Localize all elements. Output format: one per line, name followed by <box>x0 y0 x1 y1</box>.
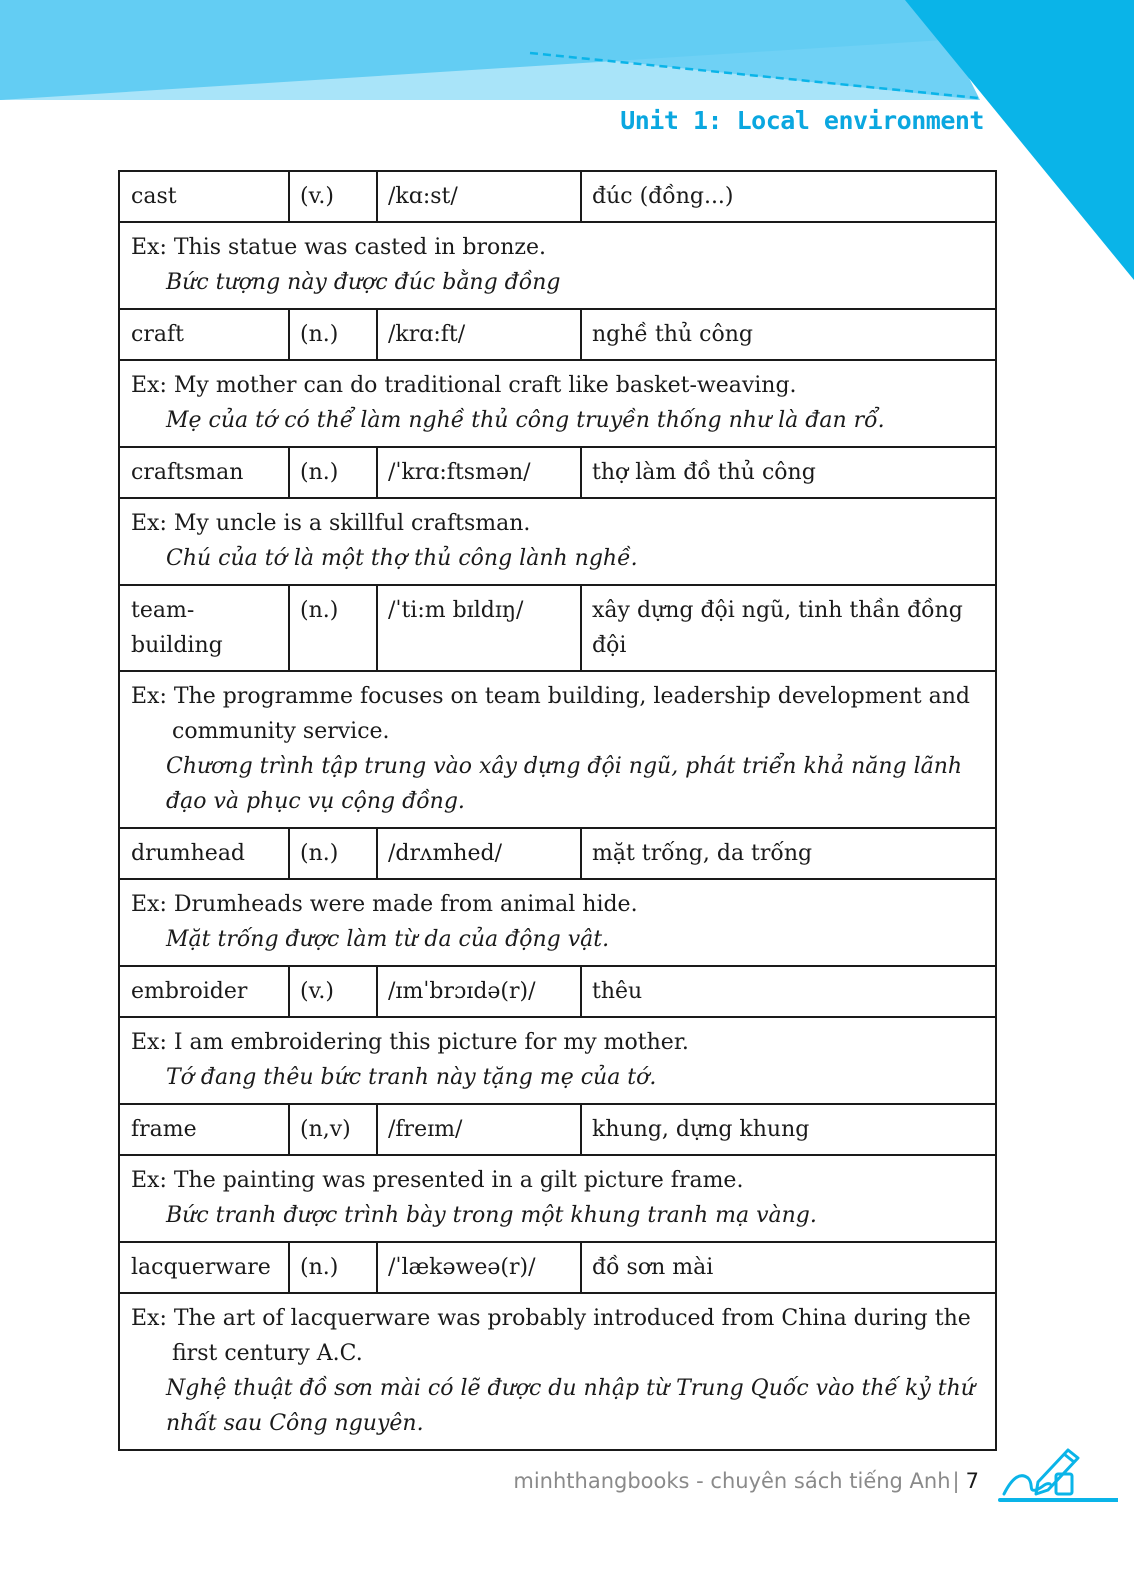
part-of-speech: (n.) <box>289 447 377 498</box>
example-vietnamese: Chú của tớ là một thợ thủ công lành nghề. <box>166 546 638 571</box>
example-vietnamese: Bức tranh được trình bày trong một khung tranh mạ vàng. <box>166 1203 817 1228</box>
example-english: Ex: I am embroidering this picture for my mother. <box>131 1030 689 1055</box>
page-footer <box>513 1469 979 1493</box>
example-row <box>119 1155 996 1242</box>
pen-writing-icon <box>998 1438 1118 1508</box>
vietnamese-meaning: đúc (đồng...) <box>581 171 996 222</box>
example-vietnamese: Mẹ của tớ có thể làm nghề thủ công truyền thống như là đan rổ. <box>166 408 885 433</box>
part-of-speech: (v.) <box>289 966 377 1017</box>
pronunciation: /krɑ:ft/ <box>377 309 581 360</box>
example-cell <box>119 879 996 966</box>
example-cell <box>119 1293 996 1450</box>
vocab-row <box>119 447 996 498</box>
vietnamese-meaning: mặt trống, da trống <box>581 828 996 879</box>
example-english: Ex: This statue was casted in bronze. <box>131 235 547 260</box>
pronunciation: /kɑ:st/ <box>377 171 581 222</box>
example-cell <box>119 1017 996 1104</box>
pronunciation: /ɪmˈbrɔɪdə(r)/ <box>377 966 581 1017</box>
vocab-word: team-building <box>119 585 289 671</box>
example-vietnamese: Nghệ thuật đồ sơn mài có lẽ được du nhập từ Trung Quốc vào thế kỷ thứ nhất sau Công nguyên. <box>166 1376 975 1436</box>
example-cell <box>119 1155 996 1242</box>
pronunciation: /freɪm/ <box>377 1104 581 1155</box>
example-cell <box>119 222 996 309</box>
example-vietnamese: Mặt trống được làm từ da của động vật. <box>166 927 610 952</box>
example-english: Ex: The art of lacquerware was probably introduced from China during the first century A.C. <box>131 1306 971 1366</box>
example-english: Ex: My uncle is a skillful craftsman. <box>131 511 531 536</box>
vocab-word: craftsman <box>119 447 289 498</box>
example-cell <box>119 498 996 585</box>
example-row <box>119 360 996 447</box>
part-of-speech: (n,v) <box>289 1104 377 1155</box>
vietnamese-meaning: khung, dựng khung <box>581 1104 996 1155</box>
vocabulary-table <box>118 170 997 1451</box>
page-number: 7 <box>965 1469 979 1493</box>
part-of-speech: (n.) <box>289 1242 377 1293</box>
part-of-speech: (v.) <box>289 171 377 222</box>
example-english: Ex: Drumheads were made from animal hide. <box>131 892 638 917</box>
vocab-row <box>119 171 996 222</box>
example-english: Ex: The programme focuses on team building, leadership development and community service. <box>131 684 970 744</box>
example-row <box>119 498 996 585</box>
vocab-row <box>119 585 996 671</box>
vocab-row <box>119 966 996 1017</box>
example-cell <box>119 671 996 828</box>
pronunciation: /ˈkrɑ:ftsmən/ <box>377 447 581 498</box>
example-vietnamese: Bức tượng này được đúc bằng đồng <box>166 270 561 295</box>
example-english: Ex: My mother can do traditional craft like basket-weaving. <box>131 373 797 398</box>
part-of-speech: (n.) <box>289 309 377 360</box>
example-row <box>119 879 996 966</box>
part-of-speech: (n.) <box>289 828 377 879</box>
unit-title: Unit 1: Local environment <box>620 106 984 135</box>
example-english: Ex: The painting was presented in a gilt picture frame. <box>131 1168 744 1193</box>
pronunciation: /drʌmhed/ <box>377 828 581 879</box>
example-vietnamese: Chương trình tập trung vào xây dựng đội ngũ, phát triển khả năng lãnh đạo và phục vụ cộng đồng. <box>166 754 963 814</box>
example-row <box>119 671 996 828</box>
example-row <box>119 1293 996 1450</box>
example-row <box>119 1017 996 1104</box>
pronunciation: /ˈlækəweə(r)/ <box>377 1242 581 1293</box>
vocab-row <box>119 1242 996 1293</box>
vocab-row <box>119 309 996 360</box>
publisher-text: minhthangbooks - chuyên sách tiếng Anh <box>513 1469 951 1493</box>
pronunciation: /ˈti:m bɪldɪŋ/ <box>377 585 581 671</box>
vietnamese-meaning: thợ làm đồ thủ công <box>581 447 996 498</box>
vietnamese-meaning: xây dựng đội ngũ, tinh thần đồng đội <box>581 585 996 671</box>
vocab-word: cast <box>119 171 289 222</box>
example-vietnamese: Tớ đang thêu bức tranh này tặng mẹ của tớ. <box>166 1065 657 1090</box>
footer-separator: | <box>952 1469 960 1493</box>
part-of-speech: (n.) <box>289 585 377 671</box>
vocab-word: lacquerware <box>119 1242 289 1293</box>
example-cell <box>119 360 996 447</box>
vietnamese-meaning: thêu <box>581 966 996 1017</box>
vietnamese-meaning: nghề thủ công <box>581 309 996 360</box>
vocab-row <box>119 828 996 879</box>
example-row <box>119 222 996 309</box>
vocab-word: embroider <box>119 966 289 1017</box>
vocab-word: craft <box>119 309 289 360</box>
vocab-word: drumhead <box>119 828 289 879</box>
vocab-word: frame <box>119 1104 289 1155</box>
vocab-row <box>119 1104 996 1155</box>
vietnamese-meaning: đồ sơn mài <box>581 1242 996 1293</box>
